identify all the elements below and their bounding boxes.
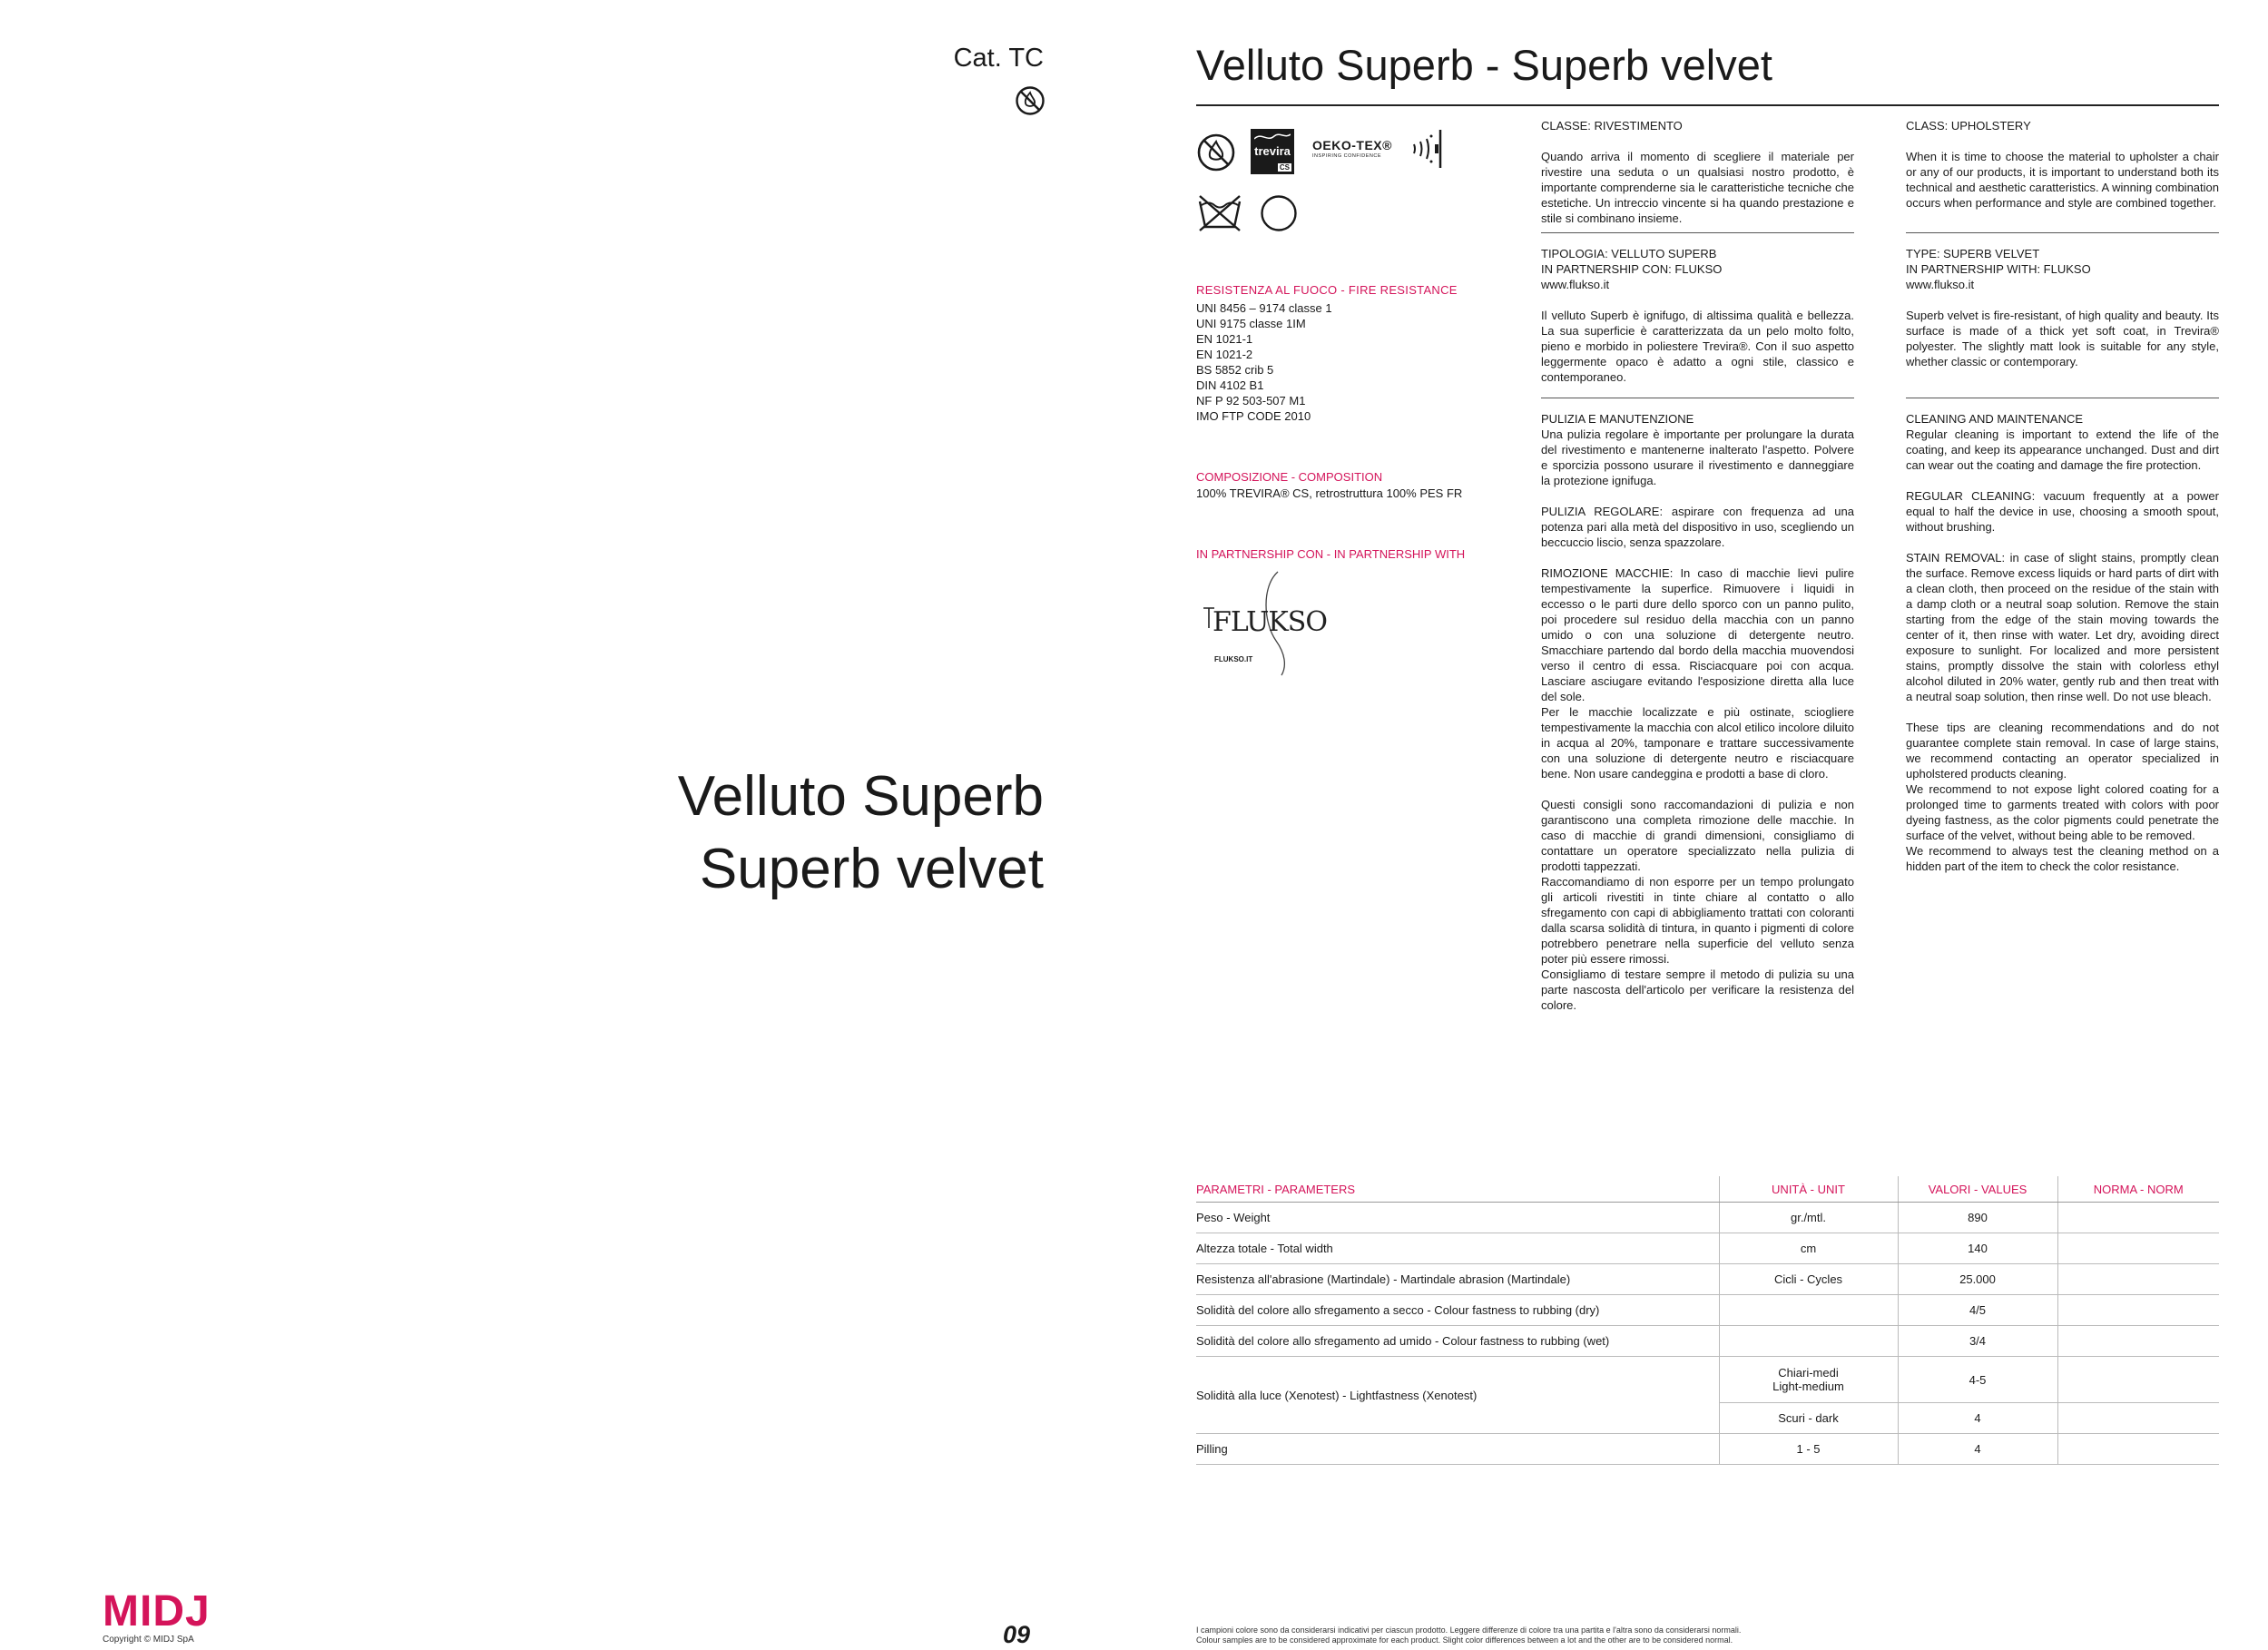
italian-care-heading: PULIZIA E MANUTENZIONE [1541,412,1694,426]
norm-cell [2057,1295,2219,1326]
left-title-line2: Superb velvet [699,838,1044,900]
italian-type-line1: TIPOLOGIA: VELLUTO SUPERB [1541,247,1717,260]
english-type-section [1906,246,2219,369]
italian-advice-text: Consigliamo di testare sempre il metodo di pulizia su una parte nascosta dell'articolo per verificare la resistenza del colore. [1541,967,1854,1012]
table-row [1196,1233,2219,1264]
table-row [1196,1203,2219,1233]
english-advice-text: These tips are cleaning recommendations and do not guarantee complete stain removal. In case of large stains, we recommend contacting an operator specialized in upholstered products cleaning. [1906,721,2219,781]
unit-cell: Scuri - dark [1719,1403,1898,1434]
english-advice-text: We recommend to always test the cleaning method on a hidden part of the item to check the color resistance. [1906,844,2219,873]
param-cell: Peso - Weight [1196,1203,1719,1233]
fire-resistance-item: UNI 9175 classe 1IM [1196,317,1306,330]
unit-cell: cm [1719,1233,1898,1264]
value-cell: 890 [1898,1203,2057,1233]
value-cell: 4 [1898,1434,2057,1465]
trevira-cs-label: CS [1279,163,1290,172]
value-cell: 4 [1898,1403,2057,1434]
value-cell: 140 [1898,1233,2057,1264]
left-title [454,761,1044,906]
english-care-text: Regular cleaning is important to extend the life of the coating, and keep its appearance unchanged. Dust and dirt can wear out the coating and damage the fire protection. [1906,427,2219,472]
value-cell: 25.000 [1898,1264,2057,1295]
fire-resistance-item: BS 5852 crib 5 [1196,363,1274,377]
italian-class-text: Quando arriva il momento di scegliere il materiale per rivestire una seduta o un qualsiasi nostro prodotto, è importante comprenderne sia le caratteristiche tecniche che estetiche. Un intreccio vincente si ha quando prestazione e stile si combinano insieme. [1541,150,1854,225]
fire-resistance-item: IMO FTP CODE 2010 [1196,409,1311,423]
table-row [1196,1295,2219,1326]
italian-type-url: www.flukso.it [1541,278,1610,291]
value-cell: 3/4 [1898,1326,2057,1357]
param-cell: Solidità alla luce (Xenotest) - Lightfastness (Xenotest) [1196,1357,1719,1434]
fire-resistance-list [1196,300,1332,424]
oeko-tex-tagline: INSPIRING CONFIDENCE [1312,153,1382,159]
table-row [1196,1357,2219,1403]
flame-retardant-icon [1015,85,1046,116]
italian-care-section [1541,411,1854,1013]
unit-cell [1719,1357,1898,1403]
fire-resistance-item: EN 1021-2 [1196,348,1253,361]
param-cell: Pilling [1196,1434,1719,1465]
english-regular-text: REGULAR CLEANING: vacuum frequently at a power equal to half the device in use, choosing a smooth spout, without brushing. [1906,489,2219,534]
do-not-wash-icon [1196,192,1243,232]
english-type-line1: TYPE: SUPERB VELVET [1906,247,2040,260]
norm-cell [2057,1264,2219,1295]
english-advice-text: We recommend to not expose light colored coating for a prolonged time to garments treated with colors with poor dyeing fastness, as the color pigments could penetrate the surface of the velvet, without being able to be removed. [1906,782,2219,842]
italian-regular-text: PULIZIA REGOLARE: aspirare con frequenza ad una potenza pari alla metà del dispositivo in uso, scegliendo un beccuccio liscio, senza spazzolare. [1541,505,1854,549]
dry-clean-icon [1260,194,1298,232]
oeko-tex-label: OEKO-TEX® [1312,138,1392,152]
page-title: Velluto Superb - Superb velvet [1196,41,1772,89]
unit-line: Chiari-medi [1778,1366,1839,1380]
unit-cell: gr./mtl. [1719,1203,1898,1233]
fire-resistance-item: UNI 8456 – 9174 classe 1 [1196,301,1332,315]
english-care-heading: CLEANING AND MAINTENANCE [1906,412,2084,426]
english-care-section [1906,411,2219,874]
italian-advice-text: Questi consigli sono raccomandazioni di pulizia e non garantiscono una completa rimozione delle macchie. In caso di macchie di grandi dimensioni, consigliamo di contattare un operatore specializzato nella pulizia di prodotti tappezzati. [1541,798,1854,873]
italian-care-text: Una pulizia regolare è importante per prolungare la durata del rivestimento e mantenerne inalterato l'aspetto. Polvere e sporcizia possono usurare il rivestimento e danneggiare la protezione ignifuga. [1541,427,1854,487]
italian-type-section [1541,246,1854,385]
unit-cell [1719,1326,1898,1357]
italian-stain-text: Per le macchie localizzate e più ostinate, sciogliere tempestivamente la macchia con alcol etilico incolore diluito in acqua al 20%, tamponare e trattare successivamente con una soluzione di detergente neutro e risciacquare bene. Non usare candeggina e prodotti a base di cloro. [1541,705,1854,781]
trevira-label: trevira [1254,144,1291,158]
trevira-cs-logo [1251,129,1294,174]
english-class-text: When it is time to choose the material to upholster a chair or any of our products, it is important to understand both its technical and aesthetic caratteristics. A winning combination occurs when performance and style are combined together. [1906,150,2219,210]
english-stain-text: STAIN REMOVAL: in case of slight stains, promptly clean the surface. Remove excess liquids or hard parts of dirt with a clean cloth, then proceed on the residue of the stain with a damp cloth or a neutral soap solution. Remove the stain starting from the edge of the stain moving towards the center of it, then rinse with water. Let dry, avoiding direct exposure to sunlight. For localized and more persistent stains, promptly dissolve the stain with colorless ethyl alcohol diluted in 20% water, gently rub and then treat with a neutral soap solution, then rinse well. Do not use bleach. [1906,551,2219,703]
value-cell: 4/5 [1898,1295,2057,1326]
section-divider [1906,232,2219,233]
italian-advice-text: Raccomandiamo di non esporre per un tempo prolungato gli articoli rivestiti in tinte chiare al contatto o allo sfregamento con capi di abbigliamento trattati con coloranti dalla scarsa solidità di tintura, in quanto i pigmenti di colore potrebbero penetrare nella superficie del velluto senza poter più essere rimossi. [1541,875,1854,966]
italian-type-line2: IN PARTNERSHIP CON: FLUKSO [1541,262,1723,276]
title-divider [1196,104,2219,106]
section-divider [1541,232,1854,233]
italian-stain-text: RIMOZIONE MACCHIE: In caso di macchie lievi pulire tempestivamente la superfice. Rimuovere i liquidi in eccesso o le parti dure dello sporco con un panno pulito, poi procedere sul residuo della macchia con un panno umido o con una soluzione di detergente neutro. Smacchiare partendo dal bordo della macchia muovendosi verso il centro di essa. Risciacquare poi con acqua. Lasciare asciugare evitando l'esposizione diretta alla luce del sole. [1541,566,1854,703]
unit-cell [1719,1295,1898,1326]
category-label: Cat. TC [953,44,1044,73]
column-header-norm: NORMA - NORM [2057,1176,2219,1203]
norm-cell [2057,1203,2219,1233]
composition-value: 100% TREVIRA® CS, retrostruttura 100% PES FR [1196,486,1463,500]
parameters-table [1196,1176,2219,1465]
param-cell: Solidità del colore allo sfregamento ad umido - Colour fastness to rubbing (wet) [1196,1326,1719,1357]
param-cell: Solidità del colore allo sfregamento a secco - Colour fastness to rubbing (dry) [1196,1295,1719,1326]
italian-class-section [1541,118,1854,226]
param-cell: Altezza totale - Total width [1196,1233,1719,1264]
table-row [1196,1326,2219,1357]
table-row [1196,1264,2219,1295]
page-number: 09 [1003,1621,1031,1648]
flukso-logo-url: FLUKSO.IT [1214,655,1253,663]
norm-cell [2057,1233,2219,1264]
footnote [1196,1625,1741,1645]
norm-cell [2057,1357,2219,1403]
flame-retardant-icon [1196,133,1236,172]
fire-resistance-item: EN 1021-1 [1196,332,1253,346]
partnership-heading: IN PARTNERSHIP CON - IN PARTNERSHIP WITH [1196,547,1466,561]
table-row [1196,1434,2219,1465]
composition-heading: COMPOSIZIONE - COMPOSITION [1196,470,1383,484]
param-cell: Resistenza all'abrasione (Martindale) - Martindale abrasion (Martindale) [1196,1264,1719,1295]
flukso-logo-text: FLUKSO [1213,606,1327,638]
fire-resistance-item: DIN 4102 B1 [1196,378,1264,392]
norm-cell [2057,1434,2219,1465]
fire-resistance-heading: RESISTENZA AL FUOCO - FIRE RESISTANCE [1196,283,1458,297]
italian-class-heading: CLASSE: RIVESTIMENTO [1541,119,1683,133]
english-type-line2: IN PARTNERSHIP WITH: FLUKSO [1906,262,2091,276]
flukso-logo [1198,568,1327,677]
copyright: Copyright © MIDJ SpA [103,1635,194,1645]
english-type-url: www.flukso.it [1906,278,1975,291]
column-header-values: VALORI - VALUES [1898,1176,2057,1203]
unit-cell: Cicli - Cycles [1719,1264,1898,1295]
fire-resistance-item: NF P 92 503-507 M1 [1196,394,1306,408]
oeko-tex-logo [1312,138,1401,165]
table-header-row [1196,1176,2219,1203]
footnote-english: Colour samples are to be considered approximate for each product. Slight color differences between a lot and the other are to be considered normal. [1196,1635,1733,1645]
english-type-text: Superb velvet is fire-resistant, of high quality and beauty. Its surface is made of a thick yet soft coat, in Trevira® polyester. The slightly matt look is suitable for any style, whether classic or contemporary. [1906,309,2219,368]
midj-logo: MIDJ [103,1587,211,1635]
column-header-unit: UNITÀ - UNIT [1719,1176,1898,1203]
spray-icon [1409,128,1445,170]
column-header-parameters: PARAMETRI - PARAMETERS [1196,1176,1719,1203]
footnote-italian: I campioni colore sono da considerarsi indicativi per ciascun prodotto. Leggere differenze di colore tra una partita e l'altra sono da considerarsi normali. [1196,1625,1742,1635]
english-class-section [1906,118,2219,211]
unit-line: Light-medium [1772,1380,1844,1393]
norm-cell [2057,1403,2219,1434]
unit-cell: 1 - 5 [1719,1434,1898,1465]
english-class-heading: CLASS: UPHOLSTERY [1906,119,2031,133]
trevira-wave-icon [1254,132,1291,142]
italian-type-text: Il velluto Superb è ignifugo, di altissima qualità e bellezza. La sua superficie è caratterizzata da un pelo molto folto, pieno e morbido in poliestere Trevira®. Con il suo aspetto leggermente opaco è adatto a ogni stile, classico e contemporaneo. [1541,309,1854,384]
left-title-line1: Velluto Superb [677,765,1044,828]
norm-cell [2057,1326,2219,1357]
value-cell: 4-5 [1898,1357,2057,1403]
